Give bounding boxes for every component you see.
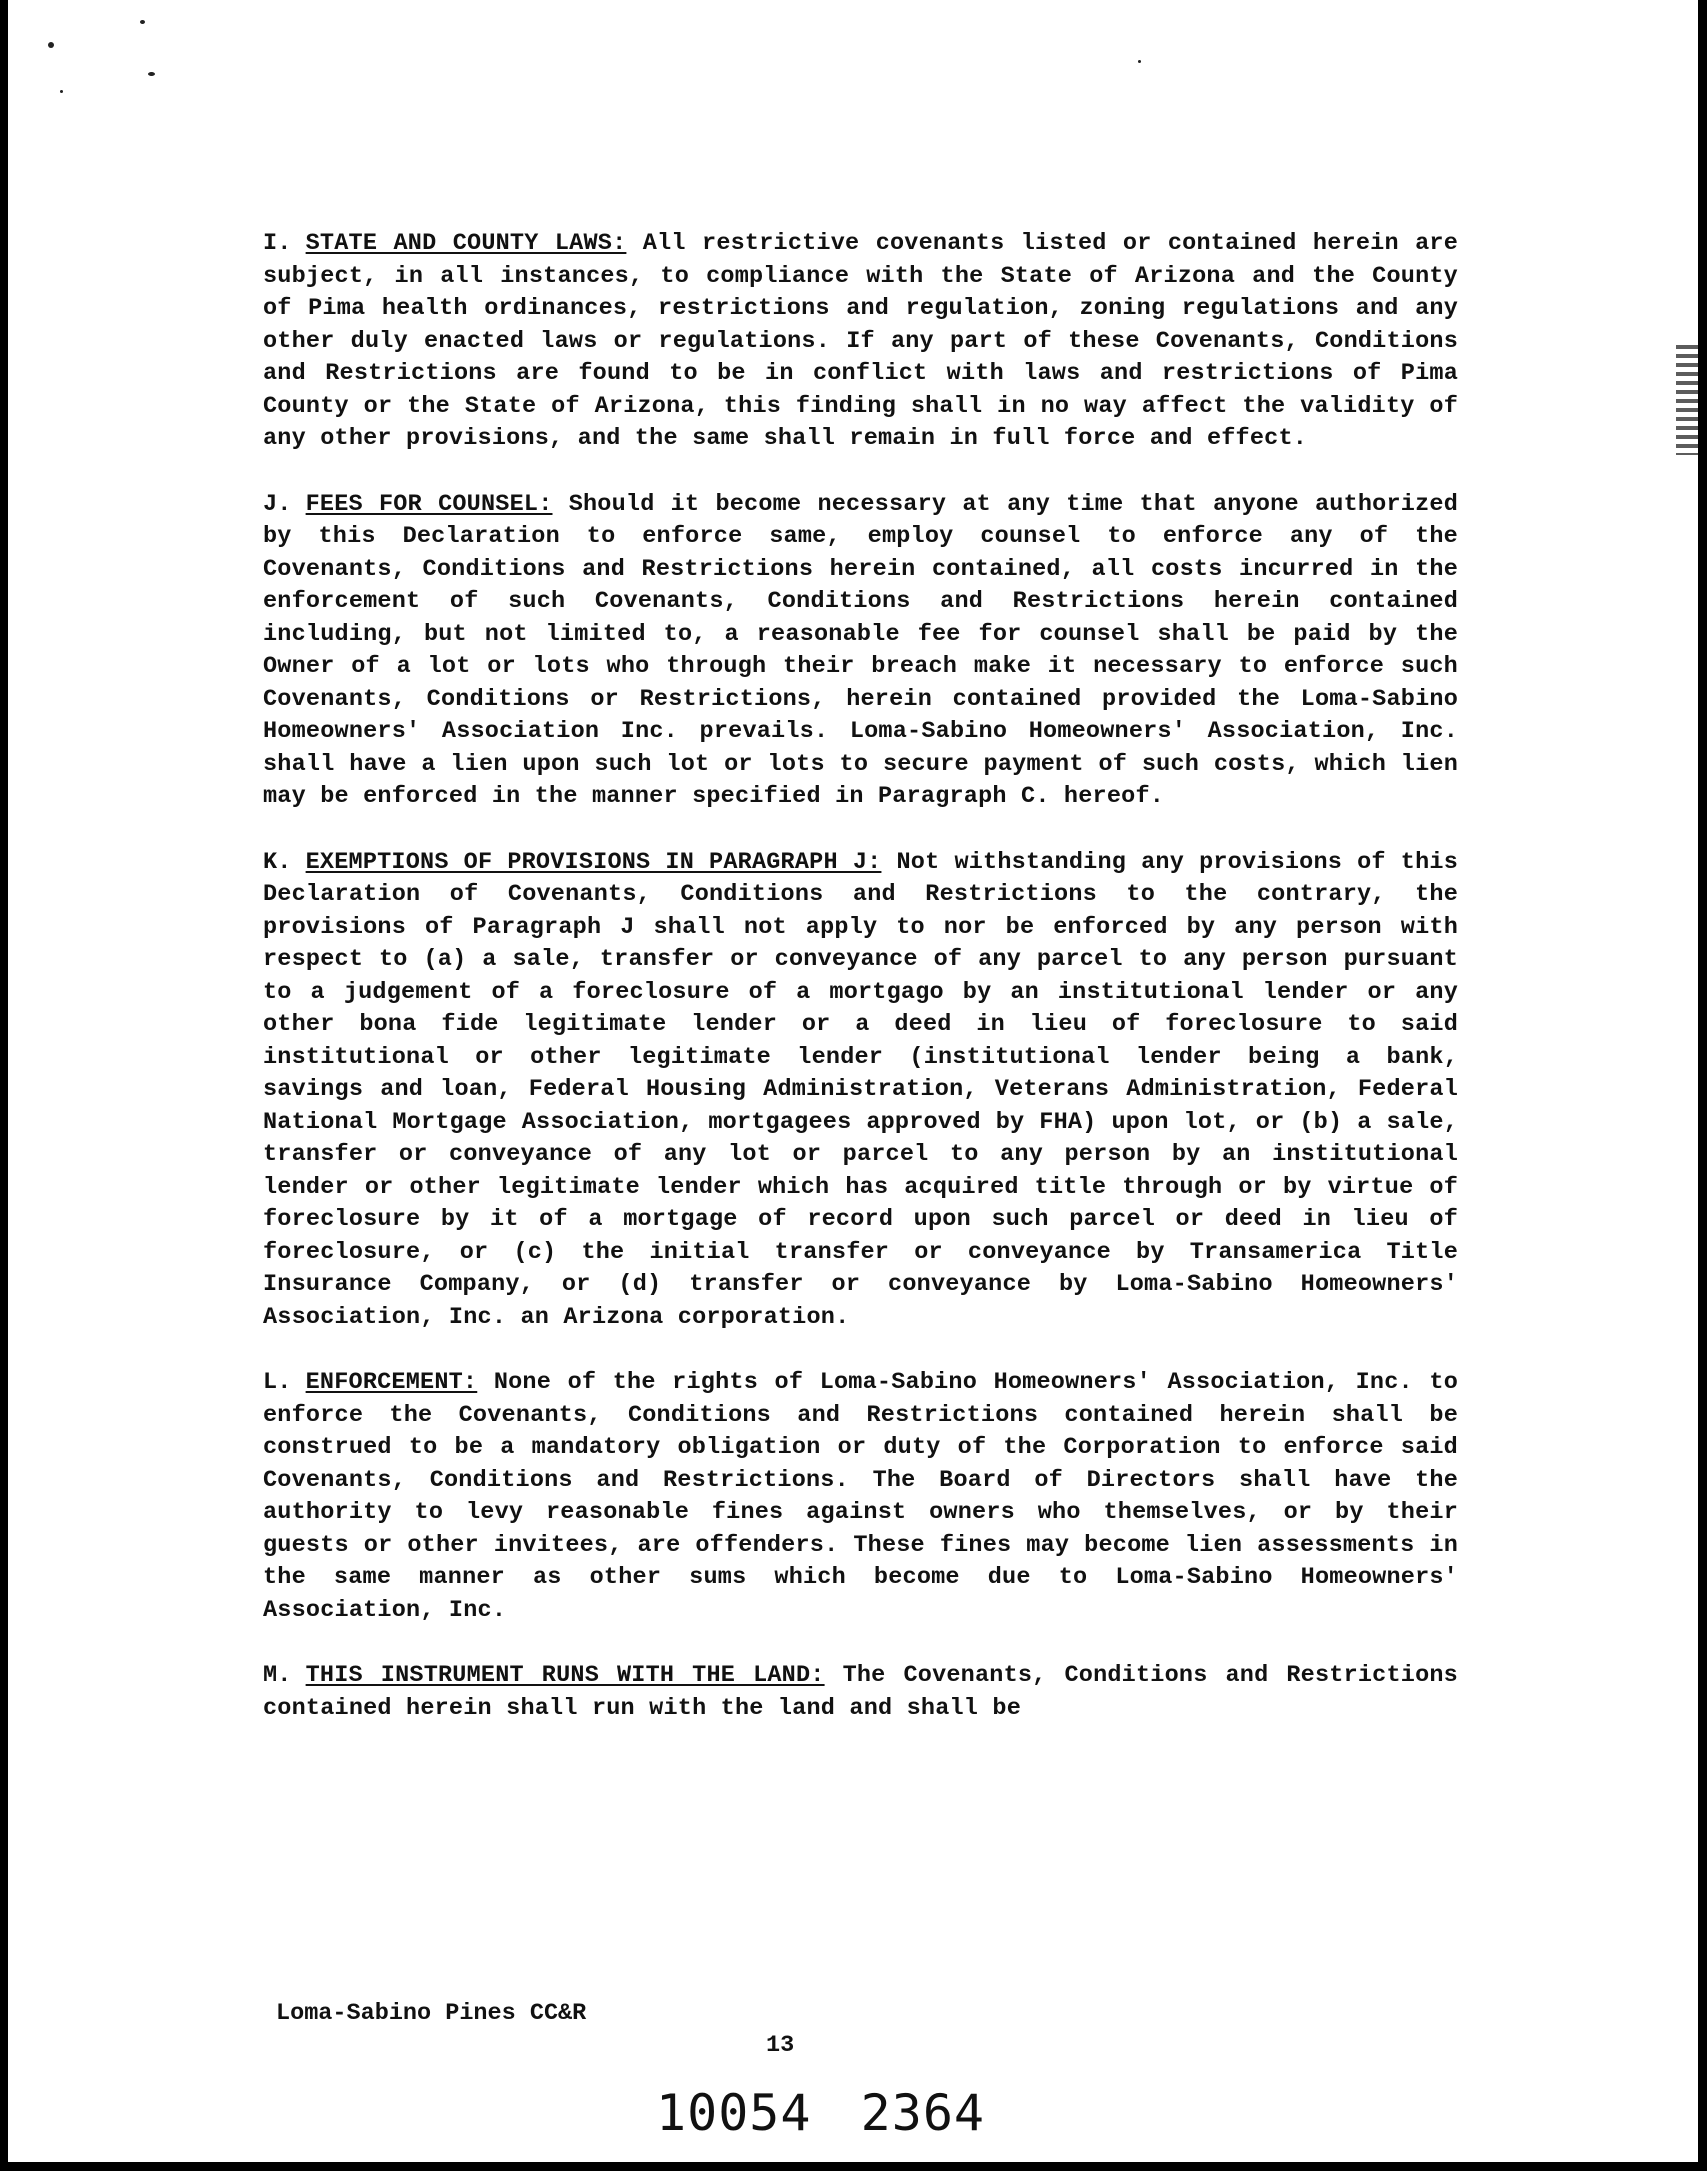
- section-k: [263, 847, 1458, 1335]
- section-heading: EXEMPTIONS OF PROVISIONS IN PARAGRAPH J:: [305, 848, 882, 876]
- section-letter: K.: [263, 848, 292, 876]
- section-l: [263, 1367, 1458, 1627]
- section-heading: ENFORCEMENT:: [305, 1369, 478, 1396]
- footer-document-title: Loma-Sabino Pines CC&R: [276, 2000, 587, 2027]
- section-letter: I.: [263, 230, 292, 257]
- section-j: [263, 489, 1458, 814]
- section-heading: THIS INSTRUMENT RUNS WITH THE LAND:: [305, 1662, 825, 1689]
- section-text: The Covenants, Conditions and Restrictions contained herein shall run with the land and shall be: [263, 1662, 1458, 1722]
- scan-edge-mark: [1676, 345, 1698, 455]
- section-heading: FEES FOR COUNSEL:: [305, 490, 553, 518]
- section-text: None of the rights of Loma-Sabino Homeowners' Association, Inc. to enforce the Covenants, Conditions and Restrictions contained herein shall be construed to be a mandatory obligation or duty of the Corporation to enforce said Covenants, Conditions and Restrictions. The Board of Directors shall have the authority to levy reasonable fines against owners who themselves, or by their guests or other invitees, are offenders. These fines may become lien assessments in the same manner as other sums which become due to Loma-Sabino Homeowners' Association, Inc.: [263, 1369, 1458, 1624]
- scan-speck: [48, 42, 54, 48]
- section-text: All restrictive covenants listed or contained herein are subject, in all instances, to compliance with the State of Arizona and the County of Pima health ordinances, restrictions and regulation, zoning regulations and any other duly enacted laws or regulations. If any part of these Covenants, Conditions and Restrictions are found to be in conflict with laws and restrictions of Pima County or the State of Arizona, this finding shall in no way affect the validity of any other provisions, and the same shall remain in full force and effect.: [263, 230, 1459, 452]
- recording-stamp: 10054 2364: [656, 2084, 986, 2142]
- section-m: [263, 1660, 1458, 1725]
- section-text: Not withstanding any provisions of this Declaration of Covenants, Conditions and Restrictions to the contrary, the provisions of Paragraph J shall not apply to nor be enforced by any person with respect to (a) a sale, transfer or conveyance of any parcel to any person pursuant to a judgement of a foreclosure of a mortgago by an institutional lender or any other bona fide legitimate lender or a deed in lieu of foreclosure to said institutional or other legitimate lender (institutional lender being a bank, savings and loan, Federal Housing Administration, Veterans Administration, Federal National Mortgage Association, mortgagees approved by FHA) upon lot, or (b) a sale, transfer or conveyance of any lot or parcel to any person by an institutional lender or other legitimate lender which has acquired title through or by virtue of foreclosure by it of a mortgage of record upon such parcel or deed in lieu of foreclosure, or (c) the initial transfer or conveyance by Transamerica Title Insurance Company, or (d) transfer or conveyance by Loma-Sabino Homeowners' Association, Inc. an Arizona corporation.: [263, 848, 1458, 1331]
- scan-speck: [140, 20, 145, 24]
- section-letter: J.: [263, 490, 292, 518]
- section-letter: L.: [263, 1369, 292, 1396]
- document-page: [8, 0, 1698, 2162]
- scan-speck: [60, 90, 63, 93]
- section-letter: M.: [263, 1662, 292, 1689]
- document-body: [263, 228, 1458, 1758]
- section-text: Should it become necessary at any time that anyone authorized by this Declaration to enforce same, employ counsel to enforce any of the Covenants, Conditions and Restrictions herein contained, all costs incurred in the enforcement of such Covenants, Conditions and Restrictions herein contained including, but not limited to, a reasonable fee for counsel shall be paid by the Owner of a lot or lots who through their breach make it necessary to enforce such Covenants, Conditions or Restrictions, herein contained provided the Loma-Sabino Homeowners' Association Inc. prevails. Loma-Sabino Homeowners' Association, Inc. shall have a lien upon such lot or lots to secure payment of such costs, which lien may be enforced in the manner specified in Paragraph C. hereof.: [263, 490, 1458, 810]
- page-number: 13: [766, 2032, 795, 2059]
- scan-speck: [148, 72, 155, 76]
- scan-speck: [1138, 60, 1141, 63]
- section-heading: STATE AND COUNTY LAWS:: [305, 230, 627, 257]
- section-i: [263, 228, 1458, 456]
